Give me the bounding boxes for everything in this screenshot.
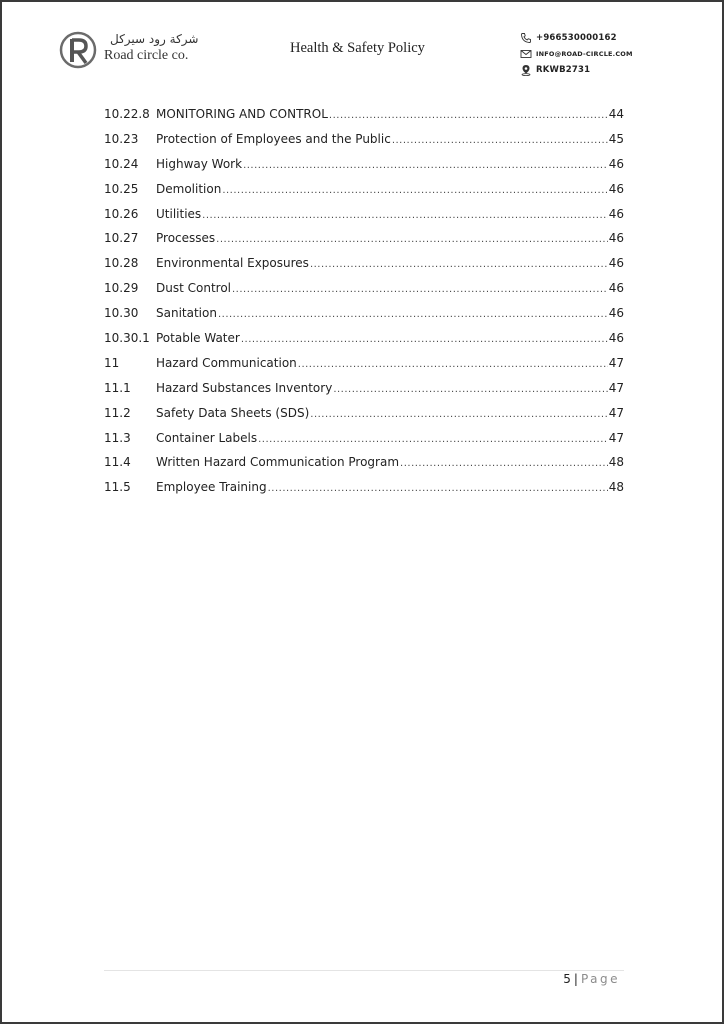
toc-entry-title: Sanitation xyxy=(156,306,217,321)
toc-entry[interactable] xyxy=(104,152,624,177)
envelope-icon xyxy=(520,48,532,60)
toc-entry-page: 47 xyxy=(608,355,624,370)
toc-entry-page: 46 xyxy=(608,306,624,321)
toc-entry-title: Employee Training xyxy=(156,480,267,495)
toc-dot-leader xyxy=(232,278,608,303)
toc-entry-number: 10.28 xyxy=(104,256,139,271)
toc-entry[interactable] xyxy=(104,401,624,426)
toc-entry[interactable] xyxy=(104,351,624,376)
toc-entry[interactable] xyxy=(104,301,624,326)
toc-dot-leader xyxy=(329,104,608,129)
page-label: Page xyxy=(580,972,620,986)
toc-entry-title: Processes xyxy=(156,231,216,246)
toc-entry-page: 47 xyxy=(608,405,624,420)
toc-entry-page: 45 xyxy=(608,131,624,146)
toc-entry-title: Potable Water xyxy=(156,331,240,346)
toc-entry-title: Safety Data Sheets (SDS) xyxy=(156,405,310,420)
toc-entry-title: Utilities xyxy=(156,206,202,221)
toc-entry-page: 46 xyxy=(608,281,624,296)
toc-entry-page: 46 xyxy=(608,231,624,246)
location-pin-icon xyxy=(520,64,532,76)
phone-icon xyxy=(520,32,532,44)
toc-entry-title: Dust Control xyxy=(156,281,231,296)
toc-entry-title: Hazard Communication xyxy=(156,355,297,370)
toc-dot-leader xyxy=(202,204,608,229)
toc-entry-number: 11 xyxy=(104,355,120,370)
page-header xyxy=(2,2,722,102)
toc-entry[interactable] xyxy=(104,276,624,301)
location-code: RKWB2731 xyxy=(536,64,591,75)
footer-divider xyxy=(104,970,624,971)
email-row xyxy=(520,46,650,61)
toc-entry[interactable] xyxy=(104,426,624,451)
company-name: Road circle co. xyxy=(104,48,189,63)
toc-entry-page: 46 xyxy=(608,331,624,346)
page-number: 5 xyxy=(563,972,571,986)
toc-entry-page: 46 xyxy=(608,256,624,271)
toc-entry-number: 10.29 xyxy=(104,281,139,296)
toc-dot-leader xyxy=(216,228,608,253)
company-logo xyxy=(58,30,208,74)
toc-entry-number: 10.30 xyxy=(104,306,139,321)
toc-entry[interactable] xyxy=(104,326,624,351)
contact-info xyxy=(520,30,650,78)
toc-entry-title: Highway Work xyxy=(156,156,243,171)
toc-entry-number: 10.25 xyxy=(104,181,139,196)
toc-entry[interactable] xyxy=(104,251,624,276)
toc-entry-number: 11.1 xyxy=(104,380,131,395)
toc-entry[interactable] xyxy=(104,450,624,475)
company-name-arabic: شركة رود سيركل xyxy=(110,32,199,46)
phone-row xyxy=(520,30,650,45)
toc-entry-page: 47 xyxy=(608,380,624,395)
toc-dot-leader xyxy=(333,378,607,403)
toc-entry-title: MONITORING AND CONTROL xyxy=(156,107,328,121)
toc-entry-page: 48 xyxy=(608,455,624,470)
toc-entry-number: 10.22.8 xyxy=(104,107,150,121)
toc-entry[interactable] xyxy=(104,475,624,500)
toc-dot-leader xyxy=(258,428,608,453)
toc-dot-leader xyxy=(243,154,608,179)
toc-entry-number: 11.3 xyxy=(104,430,131,445)
toc-entry-number: 11.2 xyxy=(104,405,131,420)
logo-r-icon xyxy=(58,30,98,70)
toc-entry-page: 46 xyxy=(608,156,624,171)
toc-dot-leader xyxy=(310,403,607,428)
toc-entry-title: Written Hazard Communication Program xyxy=(156,455,400,470)
toc-dot-leader xyxy=(268,477,608,502)
toc-dot-leader xyxy=(241,328,608,353)
toc-entry-title: Protection of Employees and the Public xyxy=(156,131,391,146)
toc-dot-leader xyxy=(392,129,608,154)
toc-entry-number: 10.24 xyxy=(104,156,139,171)
toc-entry[interactable] xyxy=(104,226,624,251)
page-footer xyxy=(563,972,620,986)
footer-separator: | xyxy=(573,972,578,986)
email-address: INFO@ROAD-CIRCLE.COM xyxy=(536,49,633,58)
toc-entry[interactable] xyxy=(104,202,624,227)
toc-entry-page: 44 xyxy=(608,107,624,121)
toc-dot-leader xyxy=(218,303,608,328)
toc-entry[interactable] xyxy=(104,127,624,152)
toc-entry-title: Environmental Exposures xyxy=(156,256,309,271)
toc-entry-number: 10.30.1 xyxy=(104,331,150,346)
toc-entry-number: 11.5 xyxy=(104,480,131,495)
toc-entry-number: 10.27 xyxy=(104,231,139,246)
toc-dot-leader xyxy=(400,452,608,477)
toc-entry-title: Container Labels xyxy=(156,430,258,445)
toc-entry[interactable] xyxy=(104,376,624,401)
toc-dot-leader xyxy=(310,253,608,278)
toc-dot-leader xyxy=(222,179,607,204)
document-title: Health & Safety Policy xyxy=(290,40,425,56)
toc-entry-number: 10.23 xyxy=(104,131,139,146)
toc-entry-title: Demolition xyxy=(156,181,222,196)
toc-entry[interactable] xyxy=(104,102,624,127)
toc-entry-page: 47 xyxy=(608,430,624,445)
table-of-contents xyxy=(104,102,624,500)
toc-entry-page: 46 xyxy=(608,206,624,221)
phone-number: +966530000162 xyxy=(536,32,617,43)
toc-entry-page: 48 xyxy=(608,480,624,495)
toc-entry-title: Hazard Substances Inventory xyxy=(156,380,333,395)
toc-entry[interactable] xyxy=(104,177,624,202)
toc-entry-number: 11.4 xyxy=(104,455,131,470)
toc-entry-number: 10.26 xyxy=(104,206,139,221)
location-row xyxy=(520,62,650,77)
toc-dot-leader xyxy=(298,353,608,378)
toc-entry-page: 46 xyxy=(608,181,624,196)
